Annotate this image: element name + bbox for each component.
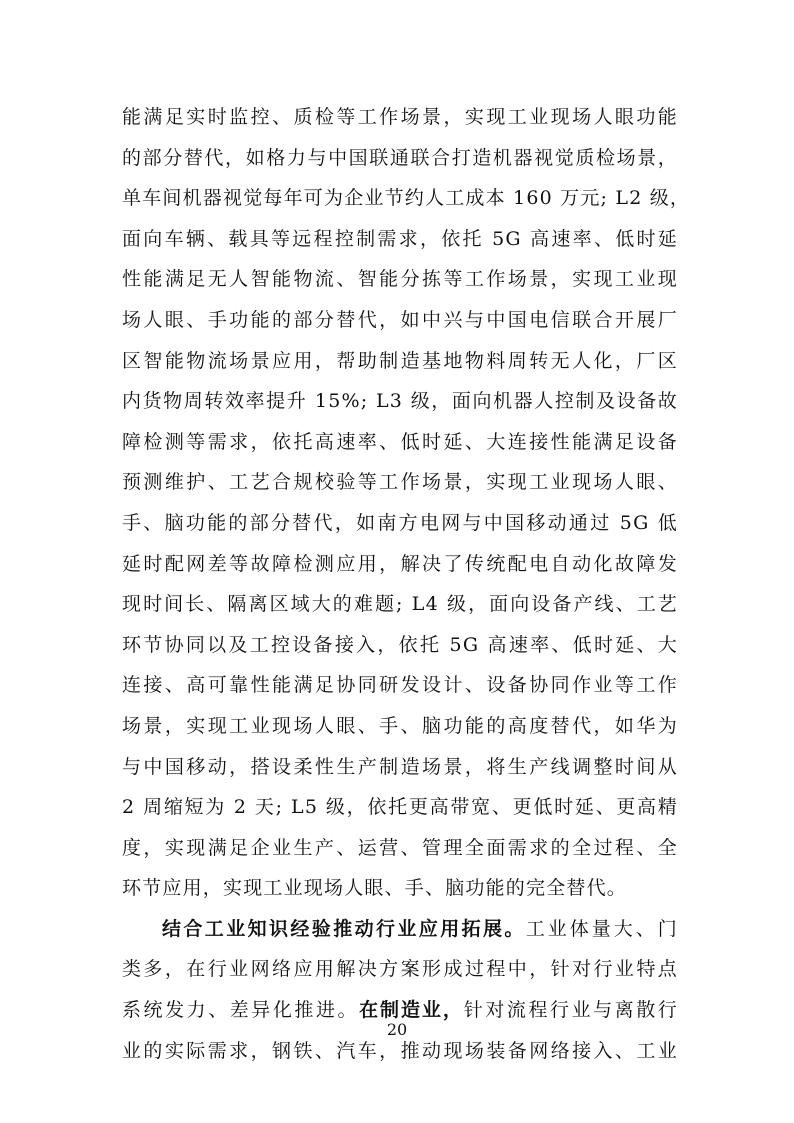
body-text xyxy=(122,97,691,1071)
section-heading: 结合工业知识经验推动行业应用拓展。 xyxy=(162,917,526,940)
text-run: 系统发力、差异化推进。 xyxy=(122,999,360,1022)
text-line: 场景，实现工业现场人眼、手、脑功能的高度替代，如华为 xyxy=(122,714,678,737)
text-line: 类多，在行业网络应用解决方案形成过程中，针对行业特点 xyxy=(122,958,678,981)
text-line: 场人眼、手功能的部分替代，如中兴与中国电信联合开展厂 xyxy=(122,308,678,331)
text-line: 现时间长、隔离区域大的难题; L4 级，面向设备产线、工艺 xyxy=(122,593,678,616)
text-line: 业的实际需求，钢铁、汽车，推动现场装备网络接入、工业 xyxy=(122,1039,678,1062)
text-run: 工业体量大、门 xyxy=(525,917,678,940)
text-line: 性能满足无人智能物流、智能分拣等工作场景，实现工业现 xyxy=(122,268,678,291)
text-run: 针对流程行业与离散行 xyxy=(463,999,678,1022)
page-number: 20 xyxy=(386,1020,408,1039)
text-line: 预测维护、工艺合规校验等工作场景，实现工业现场人眼、 xyxy=(122,471,678,494)
text-line: 面向车辆、载具等远程控制需求，依托 5G 高速率、低时延 xyxy=(122,227,678,250)
text-line xyxy=(122,909,678,950)
text-line: 与中国移动，搭设柔性生产制造场景，将生产线调整时间从 xyxy=(122,755,678,778)
emphasis-text: 在制造业， xyxy=(359,999,464,1022)
text-line: 障检测等需求，依托高速率、低时延、大连接性能满足设备 xyxy=(122,430,678,453)
text-line: 区智能物流场景应用，帮助制造基地物料周转无人化，厂区 xyxy=(122,349,678,372)
paragraph-industry xyxy=(122,909,678,1071)
text-line: 单车间机器视觉每年可为企业节约人工成本 160 万元; L2 级， xyxy=(122,187,691,210)
text-line: 手、脑功能的部分替代，如南方电网与中国移动通过 5G 低 xyxy=(122,511,678,534)
text-line: 环节协同以及工控设备接入，依托 5G 高速率、低时延、大 xyxy=(122,633,678,656)
text-line: 连接、高可靠性能满足协同研发设计、设备协同作业等工作 xyxy=(122,674,678,697)
text-line: 能满足实时监控、质检等工作场景，实现工业现场人眼功能 xyxy=(122,106,678,128)
text-line: 内货物周转效率提升 15%; L3 级，面向机器人控制及设备故 xyxy=(122,390,678,413)
text-line: 延时配网差等故障检测应用，解决了传统配电自动化故障发 xyxy=(122,552,678,575)
paragraph-levels xyxy=(122,97,691,909)
text-line: 环节应用，实现工业现场人眼、手、脑功能的完全替代。 xyxy=(122,877,628,900)
text-line: 度，实现满足企业生产、运营、管理全面需求的全过程、全 xyxy=(122,836,678,859)
text-line: 2 周缩短为 2 天; L5 级，依托更高带宽、更低时延、更高精 xyxy=(122,796,678,819)
text-line: 的部分替代，如格力与中国联通联合打造机器视觉质检场景， xyxy=(122,146,678,169)
